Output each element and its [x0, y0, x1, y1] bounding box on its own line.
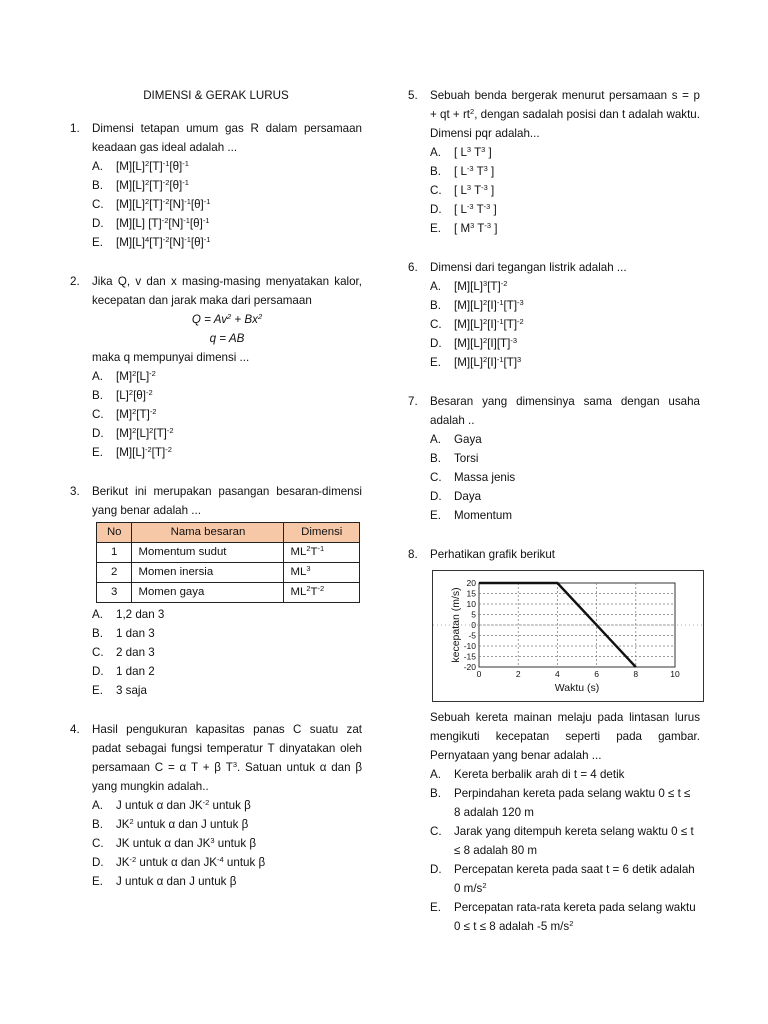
option-text: $[M][L]^2[I]^{-1}[T]^3$: [454, 355, 522, 369]
option-letter: C.: [430, 184, 442, 197]
question-number: 8.: [408, 548, 418, 561]
option-d: [430, 200, 700, 219]
y-tick-label: -5: [468, 630, 476, 641]
option-text: $[L]^2[\theta]^{-2}$: [116, 388, 153, 402]
y-tick-label: -10: [463, 641, 476, 651]
y-tick-label: -15: [463, 651, 476, 662]
table-cell: $ML^2T^{-1}$: [284, 543, 360, 563]
option-e: [430, 219, 700, 238]
option-d: [92, 214, 362, 233]
option-text: Percepatan kereta pada saat t = 6 detik adalah 0 $m/s^2$: [454, 863, 695, 895]
option-text: [ $M^3$ $T^{-3}$ ]: [454, 221, 498, 235]
option-text: $[M][L]^3[T]^{-2}$: [454, 279, 508, 293]
table-cell: Momentum sudut: [132, 543, 284, 563]
options-list: [430, 143, 700, 238]
question-stem: Jika Q, v dan x masing-masing menyatakan kalor, kecepatan dan jarak maka dari persamaan: [92, 275, 362, 307]
option-letter: B.: [430, 452, 441, 465]
option-letter: E.: [430, 222, 441, 235]
question-number: 2.: [70, 275, 80, 288]
question-followup: maka q mempunyai dimensi ...: [92, 351, 250, 364]
table-cell: 2: [97, 563, 132, 583]
option-text: Gaya: [454, 433, 482, 446]
table-row: [97, 583, 360, 603]
option-c: [430, 468, 700, 487]
option-d: [92, 853, 362, 872]
question-stem: Dimensi tetapan umum gas R dalam persamaan keadaan gas ideal adalah ...: [92, 122, 362, 154]
question-stem: Dimensi dari tegangan listrik adalah ...: [430, 261, 627, 274]
y-tick-label: 15: [466, 588, 476, 599]
table-header-row: [97, 523, 360, 543]
table-body: [97, 543, 360, 603]
option-c: [92, 834, 362, 853]
table-cell: $ML^2T^{-2}$: [284, 583, 360, 603]
option-text: 3 saja: [116, 684, 147, 697]
option-a: [92, 796, 362, 815]
option-e: [430, 506, 700, 525]
option-text: $[M]^2[L]^{-2}$: [116, 369, 156, 383]
option-text: Percepatan rata-rata kereta pada selang waktu 0 ≤ t ≤ 8 adalah -5 $m/s^2$: [454, 901, 696, 933]
option-d: [92, 424, 362, 443]
question-1: [70, 119, 362, 252]
equation-2: q = AB: [209, 332, 245, 345]
option-text: [ $L^{-3}$ $T^{-3}$ ]: [454, 202, 497, 216]
option-text: $[M][L]^2[T]^{-2}[N]^{-1}[\theta]^{-1}$: [116, 197, 211, 211]
question-number: 3.: [70, 485, 80, 498]
option-text: $[M][L]^{-2}[T]^{-2}$: [116, 445, 172, 459]
table-cell: 3: [97, 583, 132, 603]
table-cell: Momen inersia: [132, 563, 284, 583]
x-tick-label: 6: [594, 669, 599, 679]
option-c: [430, 315, 700, 334]
option-text: Perpindahan kereta pada selang waktu 0 ≤ t ≤ 8 adalah 120 m: [454, 787, 691, 819]
option-d: [430, 487, 700, 506]
option-a: [92, 367, 362, 386]
option-a: [92, 157, 362, 176]
options-list: [92, 367, 362, 462]
option-text: Jarak yang ditempuh kereta selang waktu 0 ≤ t ≤ 8 adalah 80 m: [454, 825, 694, 857]
velocity-time-chart: [433, 571, 705, 703]
options-list: [430, 430, 700, 525]
option-letter: C.: [92, 646, 104, 659]
y-tick-label: 0: [471, 620, 476, 630]
table-row: [97, 563, 360, 583]
table-header-cell: No: [97, 523, 132, 543]
option-text: 2 dan 3: [116, 646, 155, 659]
y-tick-label: 10: [466, 599, 476, 609]
option-text: Kereta berbalik arah di t = 4 detik: [454, 768, 625, 781]
option-text: [ $L^3$ $T^3$ ]: [454, 145, 492, 159]
option-letter: E.: [430, 509, 441, 522]
option-b: [430, 162, 700, 181]
option-letter: B.: [92, 818, 103, 831]
option-text: Massa jenis: [454, 471, 516, 484]
option-letter: B.: [92, 179, 103, 192]
option-b: [92, 815, 362, 834]
option-text: Daya: [454, 490, 482, 503]
table-header-cell: Dimensi: [284, 523, 360, 543]
y-tick-label: -20: [463, 662, 476, 672]
options-list: [430, 765, 700, 936]
option-text: Torsi: [454, 452, 479, 465]
question-number: 7.: [408, 395, 418, 408]
y-tick-label: 20: [466, 578, 476, 588]
option-b: [430, 449, 700, 468]
options-list: [92, 157, 362, 252]
option-text: $[M]^2[L]^2[T]^{-2}$: [116, 426, 174, 440]
option-d: [430, 334, 700, 353]
x-tick-label: 8: [633, 669, 639, 679]
question-8: [408, 545, 700, 936]
option-letter: B.: [92, 627, 103, 640]
option-text: $[M][L]^2[T]^{-1}[\theta]^{-1}$: [116, 159, 189, 173]
option-a: [430, 143, 700, 162]
option-letter: C.: [430, 825, 442, 838]
question-number: 4.: [70, 723, 80, 736]
question-7: [408, 392, 700, 525]
option-letter: D.: [430, 490, 442, 503]
question-3: [70, 482, 362, 700]
option-a: [430, 430, 700, 449]
question-number: 5.: [408, 89, 418, 102]
option-c: [92, 643, 362, 662]
y-axis-label: kecepatan (m/s): [450, 587, 462, 663]
option-letter: A.: [430, 280, 441, 293]
page-title: DIMENSI & GERAK LURUS: [143, 89, 289, 102]
option-text: $[M][L]^2[I]^{-1}[T]^{-3}$: [454, 298, 524, 312]
option-a: [430, 277, 700, 296]
option-letter: B.: [430, 787, 441, 800]
option-letter: E.: [430, 901, 441, 914]
option-e: [92, 233, 362, 252]
option-text: 1 dan 3: [116, 627, 155, 640]
option-letter: C.: [92, 198, 104, 211]
option-b: [92, 386, 362, 405]
option-text: 1 dan 2: [116, 665, 155, 678]
option-letter: C.: [92, 408, 104, 421]
question-stem: Besaran yang dimensinya sama dengan usaha adalah ..: [430, 395, 700, 427]
option-letter: C.: [430, 471, 442, 484]
option-e: [92, 681, 362, 700]
table-cell: Momen gaya: [132, 583, 284, 603]
option-text: [M][L] $[T]^{-2}[N]^{-1}[\theta]^{-1}$: [116, 216, 210, 230]
question-6: [408, 258, 700, 372]
option-letter: E.: [92, 684, 103, 697]
option-letter: E.: [92, 875, 103, 888]
option-e: [430, 898, 700, 936]
question-followup: Sebuah kereta mainan melaju pada lintasan lurus mengikuti kecepatan seperti pada gambar. Pernyataan yang benar adalah ...: [430, 711, 700, 762]
y-tick-label: 5: [471, 609, 476, 620]
option-text: $JK^{-2}$ untuk α dan $JK^{-4}$ untuk β: [116, 855, 266, 869]
option-letter: D.: [430, 863, 442, 876]
velocity-chart-frame: [432, 570, 704, 702]
option-b: [92, 624, 362, 643]
question-stem: Perhatikan grafik berikut: [430, 548, 556, 561]
option-letter: A.: [92, 799, 103, 812]
equation-1: $Q = Av^2 + Bx^2$: [191, 312, 263, 326]
option-letter: C.: [430, 318, 442, 331]
option-text: $[M][L]^2[T]^{-2}[\theta]^{-1}$: [116, 178, 189, 192]
left-column: [70, 86, 362, 891]
question-number: 6.: [408, 261, 418, 274]
question-2: [70, 272, 362, 462]
table-cell: 1: [97, 543, 132, 563]
option-e: [92, 443, 362, 462]
option-b: [430, 784, 700, 822]
table-row: [97, 543, 360, 563]
option-b: [430, 296, 700, 315]
question-stem: Berikut ini merupakan pasangan besaran-dimensi yang benar adalah ...: [92, 485, 362, 517]
option-c: [430, 822, 700, 860]
option-letter: E.: [92, 446, 103, 459]
x-tick-label: 4: [555, 669, 560, 679]
x-tick-label: 2: [515, 669, 521, 679]
question-stem: Sebuah benda bergerak menurut persamaan s = p + qt + $rt^2$, dengan sadalah posisi dan t adalah waktu. Dimensi pqr adalah...: [430, 89, 700, 140]
option-letter: D.: [92, 665, 104, 678]
option-letter: D.: [92, 856, 104, 869]
option-text: $[M]^2[T]^{-2}$: [116, 407, 157, 421]
option-letter: D.: [92, 427, 104, 440]
option-c: [92, 195, 362, 214]
option-text: [ $L^3$ $T^{-3}$ ]: [454, 183, 495, 197]
option-letter: A.: [92, 160, 103, 173]
question-4: [70, 720, 362, 891]
option-letter: A.: [430, 146, 441, 159]
option-letter: A.: [92, 608, 103, 621]
table-header-cell: Nama besaran: [132, 523, 284, 543]
option-letter: A.: [430, 433, 441, 446]
option-e: [92, 872, 362, 891]
table-cell: $ML^3$: [284, 563, 360, 583]
option-letter: A.: [430, 768, 441, 781]
option-letter: E.: [430, 356, 441, 369]
question-number: 1.: [70, 122, 80, 135]
option-text: J untuk α dan $JK^{-2}$ untuk β: [116, 798, 251, 812]
option-b: [92, 176, 362, 195]
option-text: JK untuk α dan $JK^3$ untuk β: [116, 836, 257, 850]
option-text: $[M][L]^2[I][T]^{-3}$: [454, 336, 518, 350]
option-letter: A.: [92, 370, 103, 383]
option-letter: B.: [92, 389, 103, 402]
right-column: [408, 86, 700, 936]
question-stem: Hasil pengukuran kapasitas panas C suatu zat padat sebagai fungsi temperatur T dinyatakan oleh persamaan C = α T + β $T^3$. Satuan untuk α dan β yang mungkin adalah..: [92, 723, 362, 793]
option-letter: B.: [430, 299, 441, 312]
option-a: [430, 765, 700, 784]
option-text: [ $L^{-3}$ $T^3$ ]: [454, 164, 495, 178]
option-text: $[M][L]^2[I]^{-1}[T]^{-2}$: [454, 317, 524, 331]
options-list: [92, 796, 362, 891]
option-letter: B.: [430, 165, 441, 178]
option-letter: D.: [430, 203, 442, 216]
option-text: 1,2 dan 3: [116, 608, 165, 621]
option-text: $[M][L]^4[T]^{-2}[N]^{-1}[\theta]^{-1}$: [116, 235, 211, 249]
option-letter: E.: [92, 236, 103, 249]
option-c: [430, 181, 700, 200]
question-5: [408, 86, 700, 238]
x-tick-label: 10: [670, 669, 680, 679]
x-axis-label: Waktu (s): [554, 682, 600, 694]
option-letter: C.: [92, 837, 104, 850]
option-a: [92, 605, 362, 624]
option-letter: D.: [92, 217, 104, 230]
options-list: [430, 277, 700, 372]
options-list: [92, 605, 362, 700]
option-letter: D.: [430, 337, 442, 350]
x-tick-label: 0: [476, 669, 482, 679]
dimension-table: [96, 522, 360, 603]
option-d: [92, 662, 362, 681]
option-c: [92, 405, 362, 424]
option-text: $JK^2$ untuk α dan J untuk β: [116, 817, 249, 831]
option-d: [430, 860, 700, 898]
option-e: [430, 353, 700, 372]
option-text: Momentum: [454, 509, 512, 522]
option-text: J untuk α dan J untuk β: [116, 875, 237, 888]
